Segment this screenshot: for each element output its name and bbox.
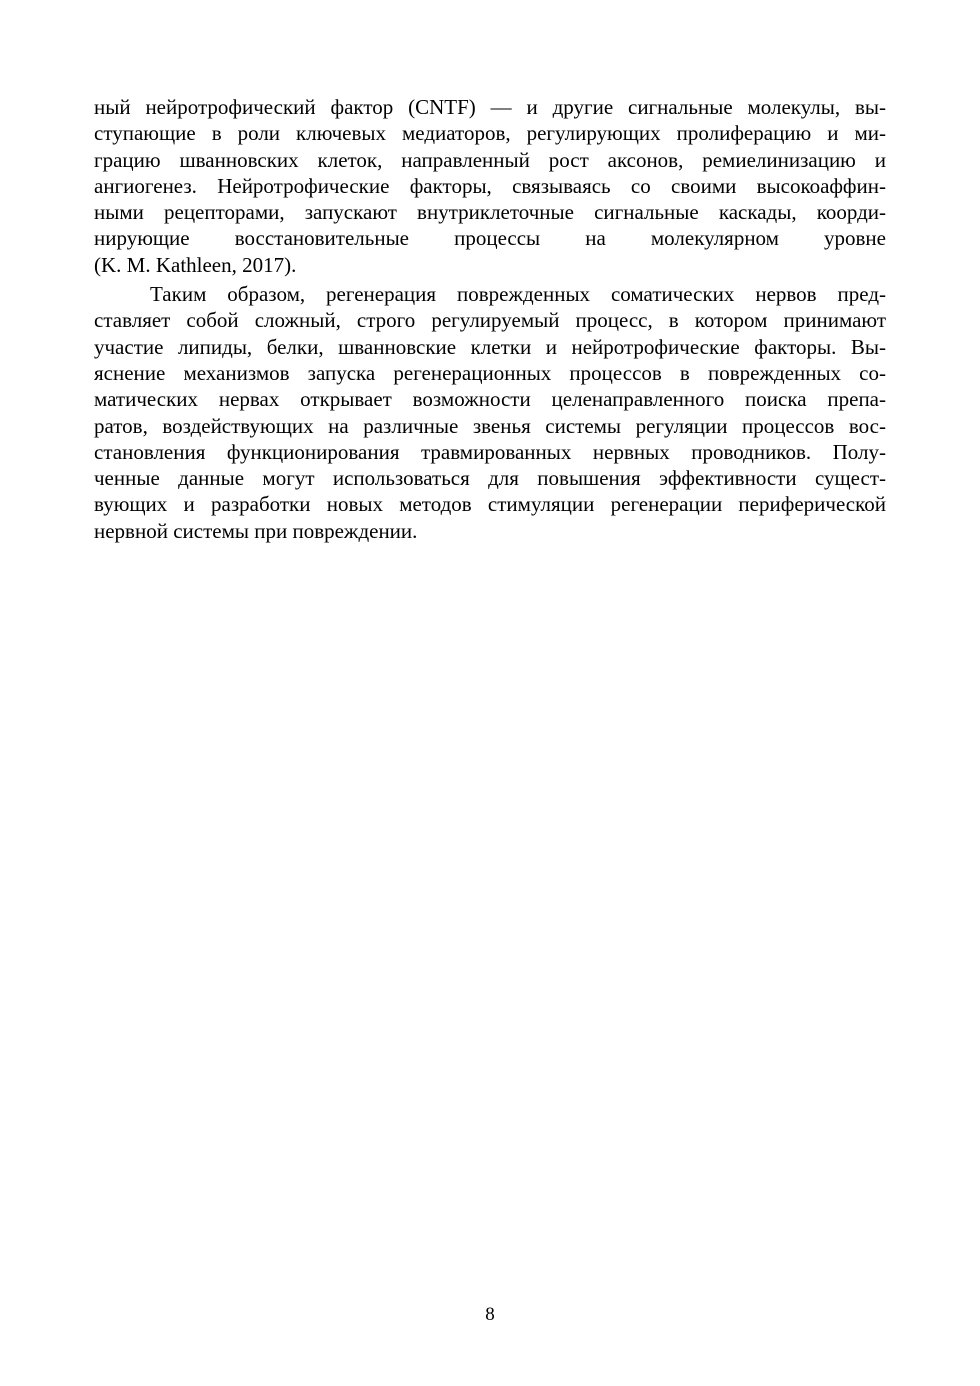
text-line: яснение механизмов запуска регенерационных процессов в поврежденных со- xyxy=(94,360,886,385)
paragraph-conclusion xyxy=(94,281,886,544)
text-line: ный нейротрофический фактор (CNTF) — и другие сигнальные молекулы, вы- xyxy=(94,95,886,119)
text-line: ченные данные могут использоваться для повышения эффективности сущест- xyxy=(94,466,886,491)
text-line: (K. M. Kathleen, 2017). xyxy=(94,252,297,277)
text-line: нервной системы при повреждении. xyxy=(94,518,418,543)
text-line: нирующие восстановительные процессы на молекулярном уровне xyxy=(94,226,886,251)
text-line: матических нервах открывает возможности целенаправленного поиска препа- xyxy=(94,387,886,412)
text-line: ставляет собой сложный, строго регулируемый процесс, в котором принимают xyxy=(94,308,886,333)
page-number: 8 xyxy=(485,1304,495,1325)
text-line: участие липиды, белки, шванновские клетки и нейротрофические факторы. Вы- xyxy=(94,334,886,359)
text-line: ангиогенез. Нейротрофические факторы, связываясь со своими высокоаффин- xyxy=(94,173,886,198)
text-line: ными рецепторами, запускают внутриклеточные сигнальные каскады, коорди- xyxy=(94,200,886,225)
text-line: ступающие в роли ключевых медиаторов, регулирующих пролиферацию и ми- xyxy=(94,121,886,146)
text-line: ратов, воздействующих на различные звенья системы регуляции процессов вос- xyxy=(94,413,886,438)
text-line: вующих и разработки новых методов стимуляции регенерации периферической xyxy=(94,492,886,517)
body-text xyxy=(94,94,886,544)
text-line: грацию шванновских клеток, направленный рост аксонов, ремиелинизацию и xyxy=(94,147,886,172)
paragraph-continuation xyxy=(94,94,886,278)
text-line: становления функционирования травмированных нервных проводников. Полу- xyxy=(94,439,886,464)
text-line: Таким образом, регенерация поврежденных соматических нервов пред- xyxy=(150,282,886,307)
